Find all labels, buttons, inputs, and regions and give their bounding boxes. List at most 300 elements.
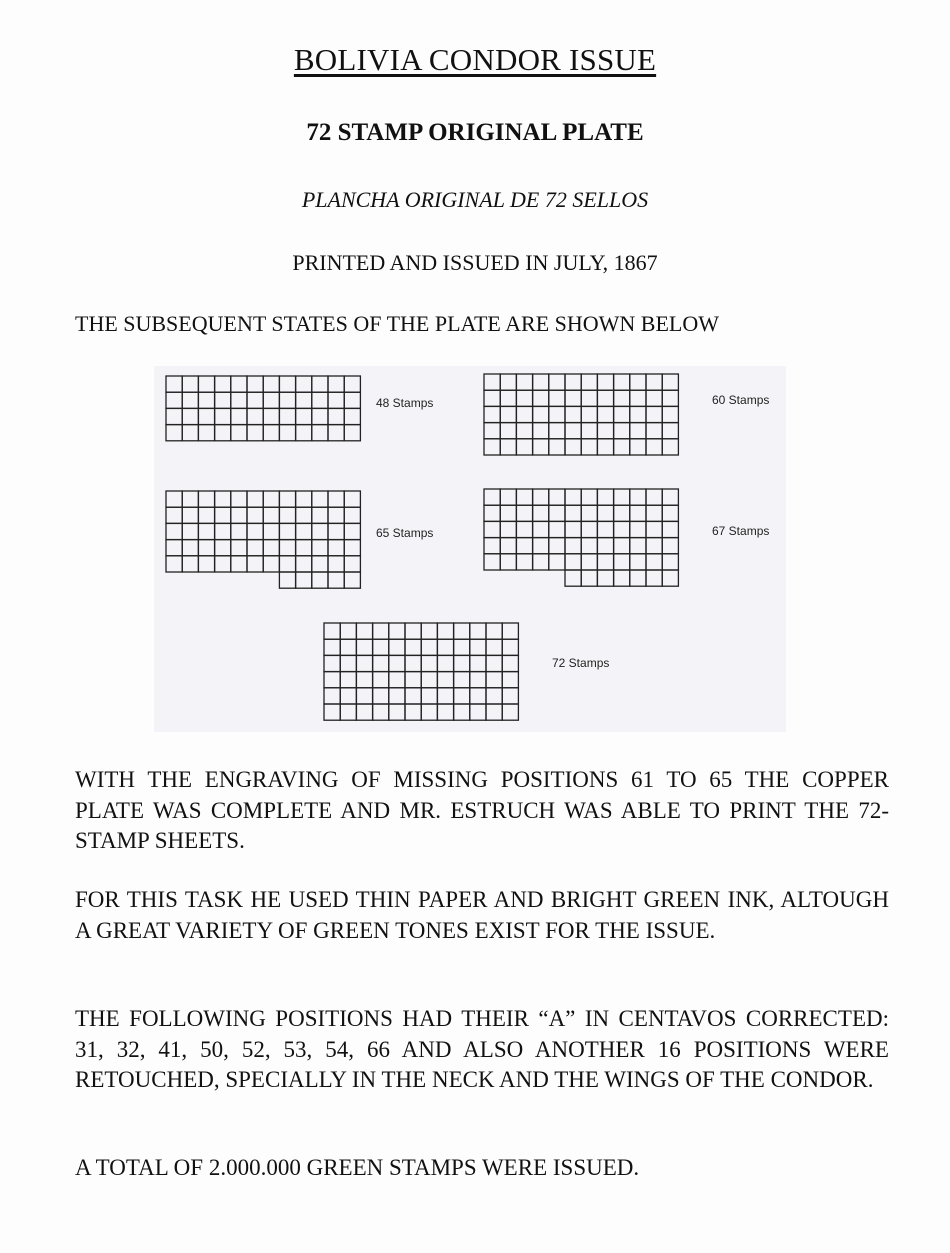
stamp-cell [373,672,389,688]
stamp-cell [324,623,340,639]
stamp-cell [405,704,421,720]
stamp-cell [215,491,231,507]
stamp-cell [198,425,214,441]
stamp-cell [646,521,662,537]
stamp-cell [324,639,340,655]
plate-label: 67 Stamps [712,524,770,538]
plate-grid-72 [324,623,518,720]
stamp-cell [470,639,486,655]
stamp-cell [597,489,613,505]
stamp-cell [373,623,389,639]
stamp-cell [516,439,532,455]
stamp-cell [549,489,565,505]
stamp-cell [662,374,678,390]
stamp-cell [500,538,516,554]
stamp-cell [340,623,356,639]
plate-diagrams [154,366,786,732]
stamp-cell [296,540,312,556]
stamp-cell [215,376,231,392]
stamp-cell [516,538,532,554]
stamp-cell [340,655,356,671]
stamp-cell [565,570,581,586]
stamp-cell [263,540,279,556]
stamp-cell [646,374,662,390]
plate-label: 65 Stamps [376,526,434,540]
stamp-cell [166,425,182,441]
stamp-cell [166,491,182,507]
stamp-cell [646,489,662,505]
stamp-cell [215,523,231,539]
stamp-cell [296,572,312,588]
stamp-cell [646,570,662,586]
stamp-cell [247,491,263,507]
stamp-cell [516,489,532,505]
stamp-cell [630,423,646,439]
stamp-cell [328,572,344,588]
stamp-cell [565,406,581,422]
stamp-cell [344,376,360,392]
stamp-cell [502,639,518,655]
stamp-cell [421,704,437,720]
stamp-cell [549,423,565,439]
stamp-cell [630,390,646,406]
stamp-cell [565,374,581,390]
stamp-cell [421,623,437,639]
stamp-cell [516,554,532,570]
stamp-cell [312,556,328,572]
plate-states-figure [154,366,786,732]
stamp-cell [215,425,231,441]
stamp-cell [549,521,565,537]
stamp-cell [356,672,372,688]
stamp-cell [198,376,214,392]
stamp-cell [373,655,389,671]
stamp-cell [182,376,198,392]
stamp-cell [312,408,328,424]
stamp-cell [565,439,581,455]
stamp-cell [614,439,630,455]
stamp-cell [389,688,405,704]
stamp-cell [263,491,279,507]
stamp-cell [533,423,549,439]
stamp-cell [662,406,678,422]
stamp-cell [500,423,516,439]
stamp-cell [312,572,328,588]
stamp-cell [646,406,662,422]
stamp-cell [198,523,214,539]
stamp-cell [344,425,360,441]
stamp-cell [198,540,214,556]
stamp-cell [533,489,549,505]
stamp-cell [312,392,328,408]
stamp-cell [312,540,328,556]
stamp-cell [549,406,565,422]
stamp-cell [328,556,344,572]
stamp-cell [231,491,247,507]
stamp-cell [646,505,662,521]
stamp-cell [247,540,263,556]
stamp-cell [247,392,263,408]
stamp-cell [182,392,198,408]
stamp-cell [533,538,549,554]
stamp-cell [581,423,597,439]
stamp-cell [533,406,549,422]
stamp-cell [500,505,516,521]
stamp-cell [549,439,565,455]
stamp-cell [312,507,328,523]
stamp-cell [279,491,295,507]
stamp-cell [279,425,295,441]
stamp-cell [630,570,646,586]
stamp-cell [328,491,344,507]
stamp-cell [344,507,360,523]
paragraph-engraving: WITH THE ENGRAVING OF MISSING POSITIONS 61 TO 65 THE COPPER PLATE WAS COMPLETE AND MR. ESTRUCH WAS ABLE TO PRINT THE 72-STAMP SHEETS. [75,767,889,853]
plate-label: 48 Stamps [376,396,434,410]
stamp-cell [646,439,662,455]
stamp-cell [597,570,613,586]
spanish-subtitle: PLANCHA ORIGINAL DE 72 SELLOS [301,187,649,212]
stamp-cell [405,672,421,688]
stamp-cell [328,408,344,424]
stamp-cell [340,639,356,655]
stamp-cell [247,425,263,441]
stamp-cell [198,556,214,572]
plate-grid-60 [484,374,678,455]
stamp-cell [279,408,295,424]
stamp-cell [247,376,263,392]
stamp-cell [581,570,597,586]
stamp-cell [454,688,470,704]
stamp-cell [263,523,279,539]
stamp-cell [312,491,328,507]
stamp-cell [597,406,613,422]
stamp-cell [549,374,565,390]
stamp-cell [215,408,231,424]
stamp-cell [263,376,279,392]
stamp-cell [182,523,198,539]
stamp-cell [324,688,340,704]
stamp-cell [263,556,279,572]
stamp-cell [279,556,295,572]
stamp-cell [324,704,340,720]
stamp-cell [231,376,247,392]
stamp-cell [533,554,549,570]
stamp-cell [215,392,231,408]
stamp-cell [373,688,389,704]
stamp-cell [296,408,312,424]
stamp-cell [328,523,344,539]
stamp-cell [454,655,470,671]
stamp-cell [614,538,630,554]
stamp-cell [630,505,646,521]
stamp-cell [516,505,532,521]
stamp-cell [597,554,613,570]
stamp-cell [484,374,500,390]
stamp-cell [437,704,453,720]
plate-label: 72 Stamps [552,656,610,670]
stamp-cell [296,425,312,441]
stamp-cell [470,672,486,688]
stamp-cell [500,489,516,505]
stamp-cell [215,556,231,572]
stamp-cell [533,521,549,537]
stamp-cell [470,704,486,720]
stamp-cell [437,639,453,655]
stamp-cell [231,408,247,424]
stamp-cell [324,655,340,671]
printed-date-line: PRINTED AND ISSUED IN JULY, 1867 [292,250,658,275]
stamp-cell [549,538,565,554]
stamp-cell [581,374,597,390]
stamp-cell [500,406,516,422]
stamp-cell [405,655,421,671]
stamp-cell [296,376,312,392]
plate-grid-72 [484,489,678,586]
stamp-cell [405,623,421,639]
stamp-cell [597,538,613,554]
stamp-cell [344,540,360,556]
stamp-cell [597,374,613,390]
stamp-cell [356,655,372,671]
stamp-cell [166,376,182,392]
stamp-cell [484,538,500,554]
stamp-cell [484,489,500,505]
stamp-cell [215,540,231,556]
stamp-cell [389,704,405,720]
stamp-cell [324,672,340,688]
stamp-cell [533,390,549,406]
stamp-cell [662,538,678,554]
stamp-cell [231,523,247,539]
stamp-cell [486,688,502,704]
stamp-cell [614,390,630,406]
stamp-cell [500,374,516,390]
stamp-cell [340,688,356,704]
stamp-cell [630,374,646,390]
stamp-cell [486,672,502,688]
stamp-cell [437,688,453,704]
stamp-cell [279,572,295,588]
stamp-cell [486,623,502,639]
stamp-cell [597,521,613,537]
states-intro: THE SUBSEQUENT STATES OF THE PLATE ARE SHOWN BELOW [75,311,719,336]
stamp-cell [356,688,372,704]
stamp-cell [328,392,344,408]
stamp-cell [405,688,421,704]
stamp-cell [231,507,247,523]
stamp-cell [533,505,549,521]
paragraph-corrections: THE FOLLOWING POSITIONS HAD THEIR “A” IN CENTAVOS CORRECTED: 31, 32, 41, 50, 52, 53, 54, 66 AND ALSO ANOTHER 16 POSITIONS WERE RETOUCHED, SPECIALLY IN THE NECK AND THE WINGS OF THE CONDOR. [75,1006,889,1092]
stamp-cell [662,439,678,455]
stamp-cell [597,390,613,406]
stamp-cell [470,623,486,639]
stamp-cell [614,521,630,537]
stamp-cell [502,688,518,704]
stamp-cell [614,570,630,586]
stamp-cell [166,408,182,424]
stamp-cell [581,538,597,554]
stamp-cell [296,507,312,523]
stamp-cell [279,507,295,523]
stamp-cell [389,623,405,639]
stamp-cell [231,556,247,572]
stamp-cell [662,554,678,570]
stamp-cell [437,672,453,688]
stamp-cell [454,639,470,655]
stamp-cell [344,408,360,424]
stamp-cell [581,505,597,521]
stamp-cell [484,505,500,521]
stamp-cell [198,491,214,507]
stamp-cell [247,556,263,572]
stamp-cell [263,408,279,424]
stamp-cell [565,390,581,406]
stamp-cell [182,491,198,507]
stamp-cell [328,540,344,556]
stamp-cell [500,521,516,537]
stamp-cell [614,374,630,390]
stamp-cell [198,507,214,523]
paragraph-paper-ink: FOR THIS TASK HE USED THIN PAPER AND BRIGHT GREEN INK, ALTOUGH A GREAT VARIETY OF GREEN TONES EXIST FOR THE ISSUE. [75,887,889,943]
stamp-cell [516,406,532,422]
stamp-cell [516,521,532,537]
stamp-cell [630,538,646,554]
stamp-cell [614,554,630,570]
stamp-cell [182,540,198,556]
stamp-cell [565,554,581,570]
stamp-cell [328,425,344,441]
stamp-cell [421,672,437,688]
stamp-cell [454,623,470,639]
stamp-cell [630,439,646,455]
stamp-cell [549,554,565,570]
stamp-cell [312,425,328,441]
stamp-cell [470,655,486,671]
stamp-cell [502,704,518,720]
stamp-cell [646,554,662,570]
stamp-cell [340,704,356,720]
stamp-cell [231,425,247,441]
stamp-cell [344,572,360,588]
stamp-cell [231,540,247,556]
stamp-cell [565,521,581,537]
stamp-cell [581,439,597,455]
stamp-cell [296,392,312,408]
stamp-cell [516,423,532,439]
stamp-cell [279,392,295,408]
stamp-cell [470,688,486,704]
stamp-cell [421,655,437,671]
stamp-cell [630,521,646,537]
stamp-cell [247,523,263,539]
stamp-cell [614,406,630,422]
stamp-cell [344,392,360,408]
stamp-cell [549,505,565,521]
stamp-cell [328,507,344,523]
stamp-cell [344,491,360,507]
stamp-cell [500,554,516,570]
stamp-cell [166,540,182,556]
stamp-cell [166,392,182,408]
stamp-cell [263,507,279,523]
stamp-cell [166,556,182,572]
stamp-cell [662,390,678,406]
stamp-cell [486,704,502,720]
plate-label: 60 Stamps [712,393,770,407]
stamp-cell [533,439,549,455]
stamp-cell [296,491,312,507]
stamp-cell [263,425,279,441]
stamp-cell [662,423,678,439]
stamp-cell [437,623,453,639]
stamp-cell [215,507,231,523]
stamp-cell [344,523,360,539]
stamp-cell [502,672,518,688]
stamp-cell [565,538,581,554]
stamp-cell [565,423,581,439]
plate-grid-72 [166,491,360,588]
stamp-cell [484,439,500,455]
stamp-cell [484,521,500,537]
stamp-cell [182,507,198,523]
stamp-cell [516,374,532,390]
page-title: BOLIVIA CONDOR ISSUE [293,42,657,77]
paragraph-total: A TOTAL OF 2.000.000 GREEN STAMPS WERE ISSUED. [75,1155,640,1180]
stamp-cell [279,523,295,539]
stamp-cell [373,704,389,720]
stamp-cell [581,390,597,406]
stamp-cell [484,554,500,570]
stamp-cell [565,489,581,505]
stamp-cell [646,390,662,406]
stamp-cell [356,623,372,639]
stamp-cell [296,556,312,572]
stamp-cell [166,507,182,523]
stamp-cell [662,521,678,537]
stamp-cell [454,672,470,688]
stamp-cell [182,425,198,441]
stamp-cell [484,423,500,439]
stamp-cell [500,390,516,406]
stamp-cell [247,507,263,523]
stamp-cell [662,489,678,505]
stamp-cell [389,672,405,688]
stamp-cell [646,538,662,554]
stamp-cell [662,570,678,586]
stamp-cell [502,655,518,671]
stamp-cell [581,521,597,537]
stamp-cell [356,704,372,720]
stamp-cell [549,390,565,406]
stamp-cell [296,523,312,539]
stamp-cell [484,390,500,406]
stamp-cell [614,489,630,505]
stamp-cell [614,505,630,521]
stamp-cell [533,374,549,390]
stamp-cell [581,554,597,570]
stamp-cell [597,505,613,521]
stamp-cell [484,406,500,422]
stamp-cell [630,406,646,422]
stamp-cell [516,390,532,406]
plate-grid-48 [166,376,360,441]
stamp-cell [279,540,295,556]
stamp-cell [356,639,372,655]
stamp-cell [198,392,214,408]
page-subtitle: 72 STAMP ORIGINAL PLATE [306,119,644,146]
stamp-cell [182,408,198,424]
stamp-cell [662,505,678,521]
